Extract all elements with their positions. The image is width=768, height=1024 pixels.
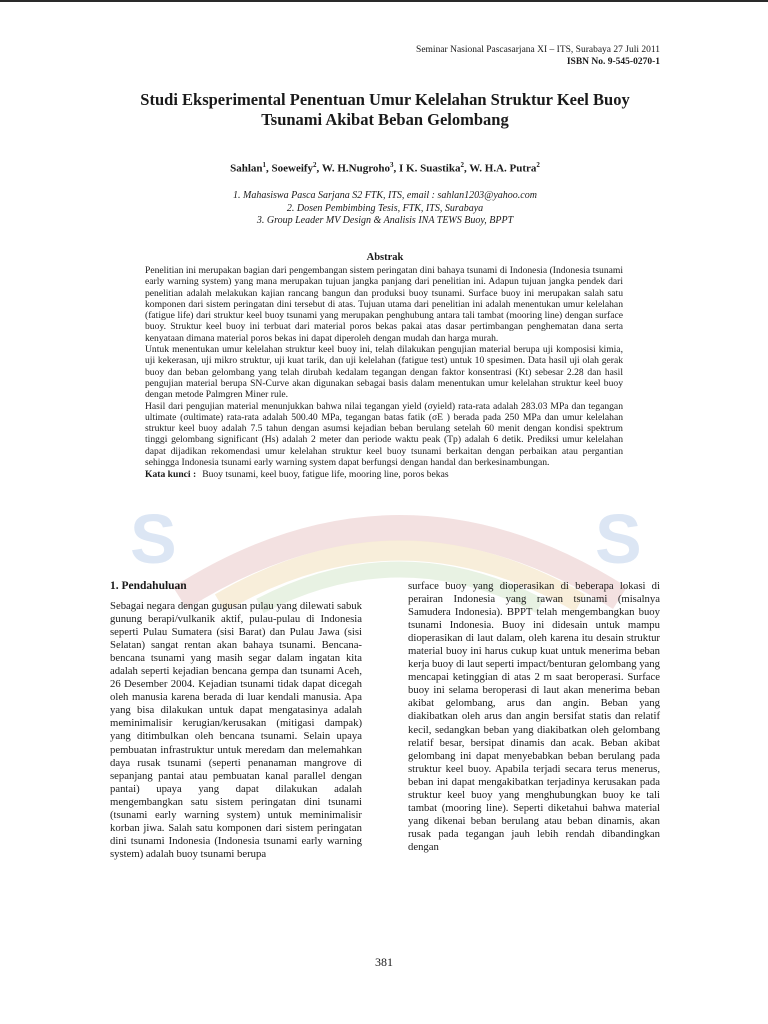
isbn-number: ISBN No. 9-545-0270-1 — [566, 57, 660, 67]
affiliation: 1. Mahasiswa Pasca Sarjana S2 FTK, ITS, email : sahlan1203@yahoo.com — [233, 190, 537, 201]
svg-text:S: S — [130, 500, 177, 578]
title-line-2: Tsunami Akibat Beban Gelombang — [261, 110, 509, 129]
top-border — [0, 0, 768, 2]
abstract-paragraph: Penelitian ini merupakan bagian dari pengembangan sistem peringatan dini bahaya tsunami di Indonesia (Indonesia tsunami early warning system) yang mana merupakan tujuan jangka panjang dari penelitian ini. Adapun tujuan jangka pendek dari penelitian adalah melakukan kajian rancang bangun dan produksi buoy tsunami. Surface buoy ini merupakan salah satu komponen dari sistem peringatan dini tersebut di atas. Tujuan utama dari penelitian ini adalah menentukan umur kelelahan (fatigue life) dari struktur keel buoy tsunami yang merupakan penghubung antara tali tambat (mooring line) dengan surface buoy. Struktur keel buoy ini terbuat dari material poros bekas pakai atas dasar pertimbangan penghematan dana serta kenyataan dimana material poros bekas ini dapat diperoleh dengan mudah dan harga murah. — [145, 265, 623, 344]
keywords — [145, 469, 623, 480]
keywords-label: Kata kunci : — [145, 469, 197, 481]
author: Sahlan — [230, 162, 263, 175]
section-heading: 1. Pendahuluan — [110, 580, 187, 592]
body-paragraph: surface buoy yang dioperasikan di beberapa lokasi di perairan Indonesia yang rawan tsunami (misalnya Samudera Indonesia). BPPT telah mengembangkan buoy tsunami Indonesia. Buoy ini didesain untuk mampu dioperasikan di laut dalam, oleh karena itu desain struktur material buoy ini harus cukup kuat untuk menerima beban kerja buoy di laut seperti impact/benturan gelombang yang mencapai ketinggian di atas 2 m saat beroperasi. Surface buoy ini selama beroperasi di laut akan menerima beban akibat gelombang, arus dan angin. Beban yang diakibatkan oleh arus dan angin bersifat statis dan relatif kecil, sedangkan beban yang diakibatkan oleh gelombang relatif besar, bersipat dinamis dan acak. Beban akibat gelombang ini dapat menyebabkan beban berulang pada struktur keel buoy. Apabila terjadi secara terus menerus, beban ini dapat mengakibatkan terjadinya kerusakan pada struktur keel buoy yang menghubungkan buoy ke tali tambat (mooring line). Seperti diketahui bahwa material yang dikenai beban berulang atau beban dinamis, akan rusak pada tegangan jauh lebih rendah dibandingkan dengan — [408, 580, 660, 853]
svg-text:S: S — [595, 500, 642, 578]
author-list: Sahlan$^1$, Soeweify$^2$, W. H.Nugroho$^3$, I K. Suastika$^2$, W. H.A. Putra$^2$ — [230, 161, 540, 175]
left-column — [110, 600, 362, 861]
abstract-body — [145, 265, 623, 481]
author: Soeweify — [271, 162, 314, 175]
seminar-name: Seminar Nasional Pascasarjana XI – ITS, Surabaya 27 Juli 2011 — [416, 45, 660, 55]
author: W. H.Nugroho — [321, 162, 391, 175]
affiliations — [110, 190, 660, 228]
author: I K. Suastika — [399, 162, 461, 175]
abstract-paragraph: Untuk menentukan umur kelelahan struktur keel buoy ini, telah dilakukan pengujian material berupa uji komposisi kimia, uji kekerasan, uji mikro struktur, uji kuat tarik, dan uji kelelahan (fatigue test) untuk 10 spesimen. Data hasil uji olah gerak buoy dan beban gelombang yang telah dirubah kedalam tegangan dengan faktor konsentrasi (Kt) sebesar 2.28 dan hasil pengujian material berupa SN-Curve akan digunakan sebagai basis dalam menentukan umur kelelahan struktur keel buoy dengan metode Palmgren Miner rule. — [145, 344, 623, 401]
affiliation: 3. Group Leader MV Design & Analisis INA TEWS Buoy, BPPT — [256, 215, 514, 226]
abstract-heading: Abstrak — [366, 252, 404, 263]
running-header — [416, 44, 660, 68]
abstract-paragraph: Hasil dari pengujian material menunjukkan bahwa nilai tegangan yield (σyield) rata-rata adalah 283.03 MPa dan tegangan ultimate (σultimate) rata-rata adalah 500.40 MPa, tegangan batas fatik (σE ) berada pada 250 MPa dan umur kelelahan struktur keel buoy adalah 7.5 tahun dengan asumsi kejadian beban berulang setelah 60 menit dengan kondisi spektrum tinggi gelombang significant (Hs) adalah 2 meter dan periode waktu peak (Tp) adalah 6 detik. Prediksi umur kelelahan dapat dijadikan rekomendasi umur kelelahan struktur keel buoy tsunami berkaitan dengan perbaikan atau pergantian sehingga Indonesia tsunami early warning system dapat berfungsi dengan handal dan berkesinambungan. — [145, 400, 623, 469]
paper-title — [90, 90, 680, 130]
body-paragraph: Sebagai negara dengan gugusan pulau yang dilewati sabuk gunung berapi/vulkanik aktif, pulau-pulau di Indonesia seperti Pulau Sumatera (sisi Barat) dan Pulau Jawa (sisi Selatan) sangat rentan akan bahaya tsunami. Bencana-bencana tsunami yang masih segar dalam ingatan kita adalah seperti kejadian bencana gempa dan tsunami Aceh, 26 Desember 2004. Kejadian tsunami tidak dapat dicegah oleh manusia karena berada di luar kendali manusia. Apa yang bisa dilakukan untuk dapat mengatasinya adalah meminimalisir kerugian/kerusakan (mitigasi dampak) yang ditimbulkan oleh bencana tsunami. Selain upaya pembuatan infrastruktur untuk meredam dan melemahkan daya rusak tsunami (seperti penanaman mangrove di sepanjang pantai atau pembuatan kanal parallel dengan pantai) upaya yang dapat dilakukan adalah mengembangkan satu sistem peringatan dini tsunami (tsunami early warning system) untuk meminimalisir korban jiwa. Salah satu komponen dari sistem peringatan dini tsunami Indonesia (Indonesia tsunami early warning system) adalah buoy tsunami berupa — [110, 600, 362, 860]
page-number: 381 — [375, 955, 393, 969]
right-column — [408, 580, 660, 854]
keywords-list: Buoy tsunami, keel buoy, fatigue life, mooring line, poros bekas — [202, 469, 449, 481]
author: W. H.A. Putra — [469, 162, 537, 175]
affiliation: 2. Dosen Pembimbing Tesis, FTK, ITS, Surabaya — [286, 202, 484, 214]
title-line-1: Studi Eksperimental Penentuan Umur Kelelahan Struktur Keel Buoy — [140, 90, 630, 109]
